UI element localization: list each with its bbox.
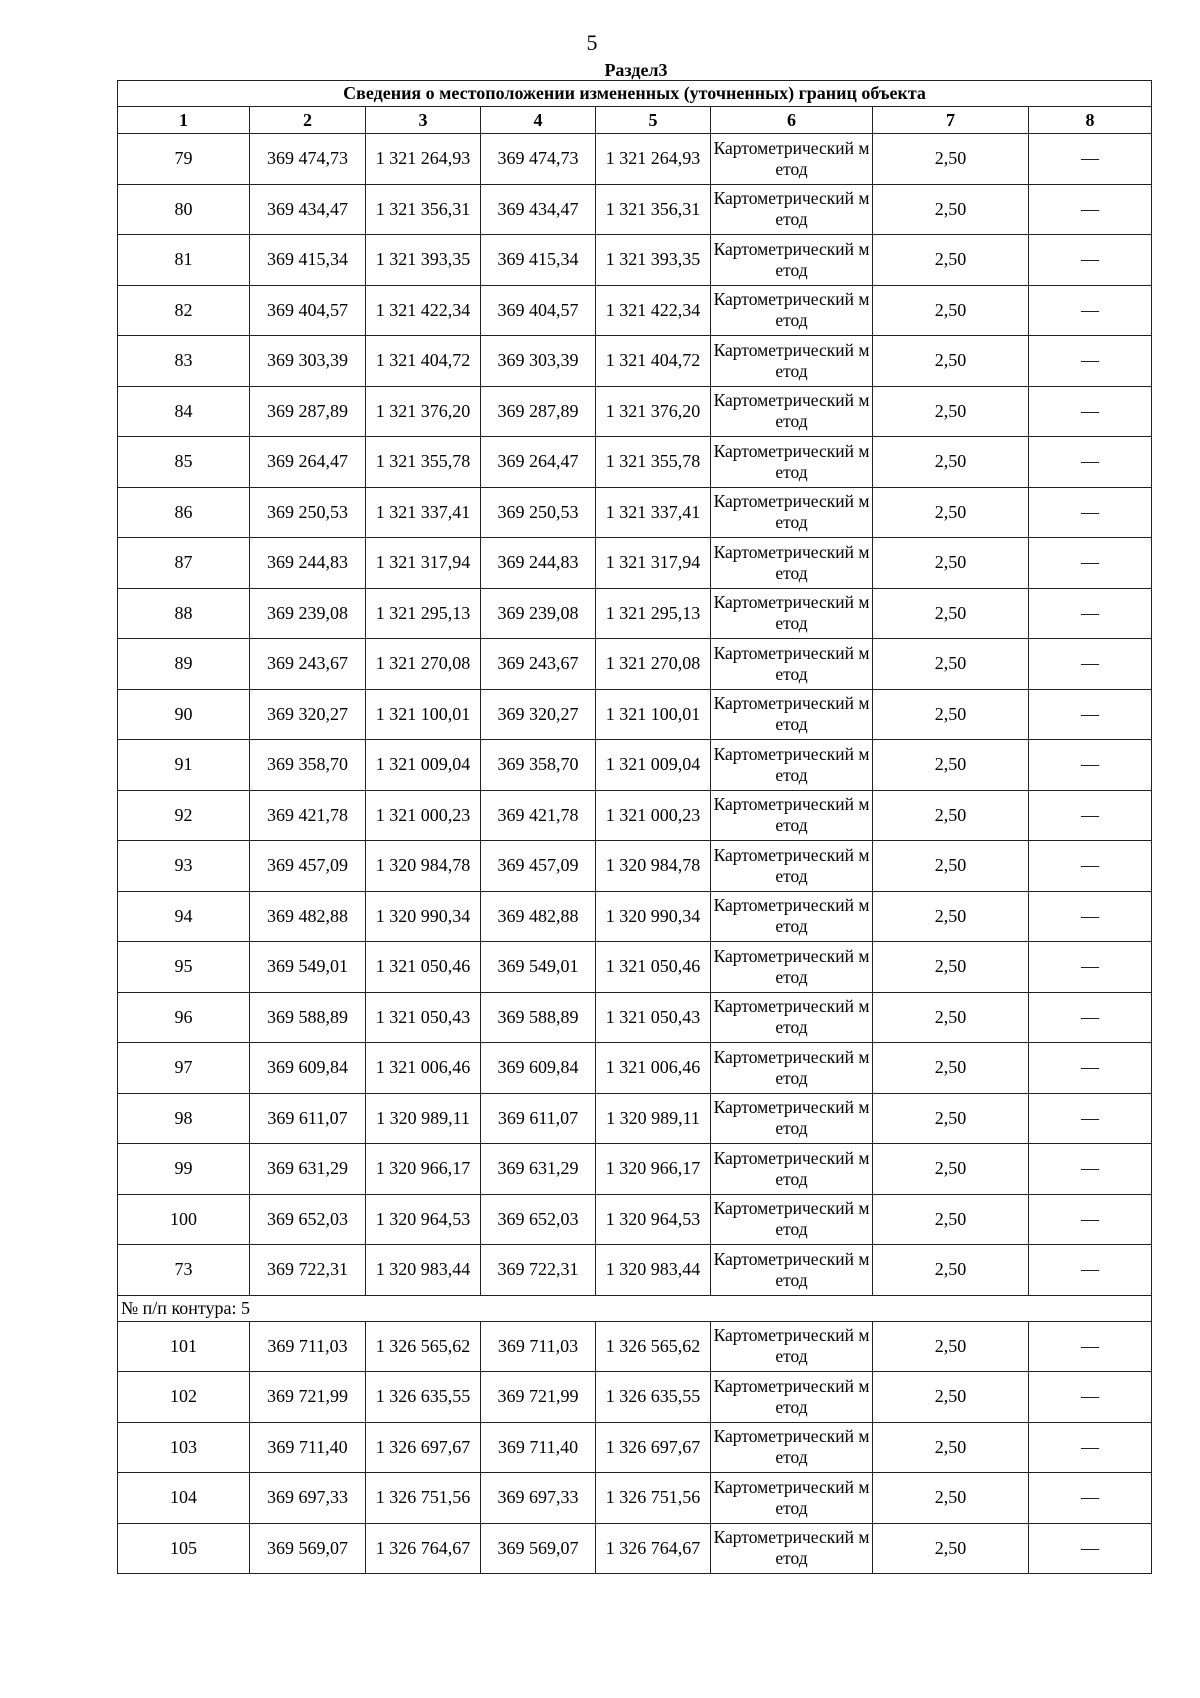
description-cell: — <box>1029 790 1152 841</box>
accuracy-cell: 2,50 <box>873 689 1029 740</box>
method-cell: Картометрический метод <box>711 942 873 993</box>
y-new-cell: 1 326 697,67 <box>596 1422 711 1473</box>
y-old-cell: 1 326 764,67 <box>366 1523 481 1574</box>
method-cell: Картометрический метод <box>711 1321 873 1372</box>
y-new-cell: 1 326 635,55 <box>596 1372 711 1423</box>
x-new-cell: 369 243,67 <box>481 639 596 690</box>
description-cell: — <box>1029 1144 1152 1195</box>
table-caption: Сведения о местоположении измененных (уточненных) границ объекта <box>118 81 1152 107</box>
table-row <box>118 1422 1152 1473</box>
description-cell: — <box>1029 538 1152 589</box>
description-cell: — <box>1029 1093 1152 1144</box>
description-cell: — <box>1029 639 1152 690</box>
accuracy-cell: 2,50 <box>873 1422 1029 1473</box>
y-old-cell: 1 321 337,41 <box>366 487 481 538</box>
x-old-cell: 369 722,31 <box>250 1245 366 1296</box>
x-old-cell: 369 588,89 <box>250 992 366 1043</box>
point-number-cell: 97 <box>118 1043 250 1094</box>
x-old-cell: 369 631,29 <box>250 1144 366 1195</box>
y-old-cell: 1 326 697,67 <box>366 1422 481 1473</box>
method-cell: Картометрический метод <box>711 588 873 639</box>
x-old-cell: 369 421,78 <box>250 790 366 841</box>
description-cell: — <box>1029 1372 1152 1423</box>
y-new-cell: 1 321 393,35 <box>596 235 711 286</box>
x-new-cell: 369 320,27 <box>481 689 596 740</box>
x-new-cell: 369 250,53 <box>481 487 596 538</box>
accuracy-cell: 2,50 <box>873 1043 1029 1094</box>
x-new-cell: 369 404,57 <box>481 285 596 336</box>
y-new-cell: 1 321 006,46 <box>596 1043 711 1094</box>
description-cell: — <box>1029 336 1152 387</box>
x-old-cell: 369 415,34 <box>250 235 366 286</box>
x-old-cell: 369 244,83 <box>250 538 366 589</box>
method-cell: Картометрический метод <box>711 740 873 791</box>
x-old-cell: 369 250,53 <box>250 487 366 538</box>
y-old-cell: 1 321 050,46 <box>366 942 481 993</box>
table-body <box>118 134 1152 1574</box>
accuracy-cell: 2,50 <box>873 134 1029 185</box>
x-new-cell: 369 244,83 <box>481 538 596 589</box>
y-new-cell: 1 321 295,13 <box>596 588 711 639</box>
point-number-cell: 103 <box>118 1422 250 1473</box>
page-number: 5 <box>586 30 598 55</box>
y-new-cell: 1 321 050,43 <box>596 992 711 1043</box>
description-cell: — <box>1029 1473 1152 1524</box>
column-number: 8 <box>1029 107 1152 134</box>
x-new-cell: 369 474,73 <box>481 134 596 185</box>
x-old-cell: 369 482,88 <box>250 891 366 942</box>
accuracy-cell: 2,50 <box>873 437 1029 488</box>
description-cell: — <box>1029 386 1152 437</box>
x-new-cell: 369 721,99 <box>481 1372 596 1423</box>
y-old-cell: 1 321 393,35 <box>366 235 481 286</box>
table-row <box>118 689 1152 740</box>
description-cell: — <box>1029 992 1152 1043</box>
method-cell: Картометрический метод <box>711 386 873 437</box>
x-old-cell: 369 243,67 <box>250 639 366 690</box>
y-old-cell: 1 321 050,43 <box>366 992 481 1043</box>
y-new-cell: 1 321 422,34 <box>596 285 711 336</box>
table-row <box>118 487 1152 538</box>
table-caption-row <box>118 81 1152 107</box>
y-old-cell: 1 326 751,56 <box>366 1473 481 1524</box>
x-old-cell: 369 549,01 <box>250 942 366 993</box>
method-cell: Картометрический метод <box>711 1144 873 1195</box>
accuracy-cell: 2,50 <box>873 639 1029 690</box>
y-old-cell: 1 321 100,01 <box>366 689 481 740</box>
accuracy-cell: 2,50 <box>873 336 1029 387</box>
description-cell: — <box>1029 1422 1152 1473</box>
y-new-cell: 1 321 317,94 <box>596 538 711 589</box>
point-number-cell: 93 <box>118 841 250 892</box>
x-old-cell: 369 697,33 <box>250 1473 366 1524</box>
x-old-cell: 369 320,27 <box>250 689 366 740</box>
column-number: 5 <box>596 107 711 134</box>
column-number-row <box>118 107 1152 134</box>
accuracy-cell: 2,50 <box>873 1372 1029 1423</box>
x-new-cell: 369 588,89 <box>481 992 596 1043</box>
method-cell: Картометрический метод <box>711 639 873 690</box>
point-number-cell: 73 <box>118 1245 250 1296</box>
description-cell: — <box>1029 740 1152 791</box>
y-old-cell: 1 326 635,55 <box>366 1372 481 1423</box>
y-new-cell: 1 320 990,34 <box>596 891 711 942</box>
x-old-cell: 369 611,07 <box>250 1093 366 1144</box>
point-number-cell: 98 <box>118 1093 250 1144</box>
table-row <box>118 386 1152 437</box>
method-cell: Картометрический метод <box>711 992 873 1043</box>
y-new-cell: 1 326 565,62 <box>596 1321 711 1372</box>
x-old-cell: 369 303,39 <box>250 336 366 387</box>
y-new-cell: 1 321 404,72 <box>596 336 711 387</box>
accuracy-cell: 2,50 <box>873 184 1029 235</box>
x-new-cell: 369 569,07 <box>481 1523 596 1574</box>
point-number-cell: 82 <box>118 285 250 336</box>
method-cell: Картометрический метод <box>711 1523 873 1574</box>
table-row <box>118 891 1152 942</box>
y-old-cell: 1 320 984,78 <box>366 841 481 892</box>
y-new-cell: 1 321 337,41 <box>596 487 711 538</box>
y-old-cell: 1 321 009,04 <box>366 740 481 791</box>
x-old-cell: 369 609,84 <box>250 1043 366 1094</box>
method-cell: Картометрический метод <box>711 689 873 740</box>
point-number-cell: 88 <box>118 588 250 639</box>
x-old-cell: 369 358,70 <box>250 740 366 791</box>
point-number-cell: 87 <box>118 538 250 589</box>
point-number-cell: 85 <box>118 437 250 488</box>
table-row <box>118 538 1152 589</box>
table-row <box>118 740 1152 791</box>
contour-label-row <box>118 1295 1152 1321</box>
accuracy-cell: 2,50 <box>873 1194 1029 1245</box>
x-old-cell: 369 404,57 <box>250 285 366 336</box>
accuracy-cell: 2,50 <box>873 1093 1029 1144</box>
table-row <box>118 588 1152 639</box>
x-new-cell: 369 457,09 <box>481 841 596 892</box>
accuracy-cell: 2,50 <box>873 790 1029 841</box>
y-new-cell: 1 320 964,53 <box>596 1194 711 1245</box>
coordinates-table <box>117 80 1152 1574</box>
column-number: 3 <box>366 107 481 134</box>
point-number-cell: 81 <box>118 235 250 286</box>
y-old-cell: 1 320 966,17 <box>366 1144 481 1195</box>
y-new-cell: 1 321 009,04 <box>596 740 711 791</box>
x-new-cell: 369 609,84 <box>481 1043 596 1094</box>
x-new-cell: 369 697,33 <box>481 1473 596 1524</box>
x-new-cell: 369 711,03 <box>481 1321 596 1372</box>
point-number-cell: 89 <box>118 639 250 690</box>
y-old-cell: 1 320 989,11 <box>366 1093 481 1144</box>
x-old-cell: 369 721,99 <box>250 1372 366 1423</box>
table-row <box>118 942 1152 993</box>
x-new-cell: 369 239,08 <box>481 588 596 639</box>
method-cell: Картометрический метод <box>711 1194 873 1245</box>
point-number-cell: 99 <box>118 1144 250 1195</box>
x-old-cell: 369 434,47 <box>250 184 366 235</box>
point-number-cell: 95 <box>118 942 250 993</box>
description-cell: — <box>1029 184 1152 235</box>
x-new-cell: 369 287,89 <box>481 386 596 437</box>
point-number-cell: 84 <box>118 386 250 437</box>
y-new-cell: 1 321 270,08 <box>596 639 711 690</box>
y-new-cell: 1 320 989,11 <box>596 1093 711 1144</box>
accuracy-cell: 2,50 <box>873 1473 1029 1524</box>
column-number: 4 <box>481 107 596 134</box>
x-new-cell: 369 264,47 <box>481 437 596 488</box>
y-new-cell: 1 321 050,46 <box>596 942 711 993</box>
point-number-cell: 83 <box>118 336 250 387</box>
point-number-cell: 94 <box>118 891 250 942</box>
method-cell: Картометрический метод <box>711 1093 873 1144</box>
y-old-cell: 1 321 264,93 <box>366 134 481 185</box>
method-cell: Картометрический метод <box>711 841 873 892</box>
table-row <box>118 992 1152 1043</box>
accuracy-cell: 2,50 <box>873 285 1029 336</box>
x-old-cell: 369 287,89 <box>250 386 366 437</box>
table-row <box>118 1144 1152 1195</box>
y-old-cell: 1 320 964,53 <box>366 1194 481 1245</box>
table-row <box>118 1093 1152 1144</box>
point-number-cell: 86 <box>118 487 250 538</box>
description-cell: — <box>1029 588 1152 639</box>
method-cell: Картометрический метод <box>711 336 873 387</box>
point-number-cell: 91 <box>118 740 250 791</box>
x-old-cell: 369 264,47 <box>250 437 366 488</box>
x-new-cell: 369 711,40 <box>481 1422 596 1473</box>
column-number: 7 <box>873 107 1029 134</box>
method-cell: Картометрический метод <box>711 235 873 286</box>
accuracy-cell: 2,50 <box>873 1144 1029 1195</box>
column-number: 6 <box>711 107 873 134</box>
contour-label: № п/п контура: 5 <box>118 1295 1152 1321</box>
description-cell: — <box>1029 134 1152 185</box>
x-new-cell: 369 415,34 <box>481 235 596 286</box>
y-old-cell: 1 321 270,08 <box>366 639 481 690</box>
table-row <box>118 1321 1152 1372</box>
accuracy-cell: 2,50 <box>873 538 1029 589</box>
y-old-cell: 1 321 404,72 <box>366 336 481 387</box>
method-cell: Картометрический метод <box>711 1473 873 1524</box>
table-row <box>118 1043 1152 1094</box>
method-cell: Картометрический метод <box>711 184 873 235</box>
method-cell: Картометрический метод <box>711 891 873 942</box>
table-row <box>118 285 1152 336</box>
description-cell: — <box>1029 437 1152 488</box>
description-cell: — <box>1029 891 1152 942</box>
x-old-cell: 369 457,09 <box>250 841 366 892</box>
x-new-cell: 369 303,39 <box>481 336 596 387</box>
point-number-cell: 79 <box>118 134 250 185</box>
y-new-cell: 1 321 264,93 <box>596 134 711 185</box>
point-number-cell: 105 <box>118 1523 250 1574</box>
x-new-cell: 369 652,03 <box>481 1194 596 1245</box>
description-cell: — <box>1029 689 1152 740</box>
x-new-cell: 369 549,01 <box>481 942 596 993</box>
table-row <box>118 1473 1152 1524</box>
y-new-cell: 1 320 983,44 <box>596 1245 711 1296</box>
point-number-cell: 100 <box>118 1194 250 1245</box>
description-cell: — <box>1029 487 1152 538</box>
accuracy-cell: 2,50 <box>873 1321 1029 1372</box>
x-old-cell: 369 474,73 <box>250 134 366 185</box>
x-old-cell: 369 711,40 <box>250 1422 366 1473</box>
accuracy-cell: 2,50 <box>873 942 1029 993</box>
method-cell: Картометрический метод <box>711 1245 873 1296</box>
method-cell: Картометрический метод <box>711 487 873 538</box>
y-old-cell: 1 321 356,31 <box>366 184 481 235</box>
y-old-cell: 1 321 295,13 <box>366 588 481 639</box>
y-new-cell: 1 321 100,01 <box>596 689 711 740</box>
x-new-cell: 369 358,70 <box>481 740 596 791</box>
point-number-cell: 90 <box>118 689 250 740</box>
method-cell: Картометрический метод <box>711 1422 873 1473</box>
description-cell: — <box>1029 1523 1152 1574</box>
table-row <box>118 1523 1152 1574</box>
y-old-cell: 1 321 317,94 <box>366 538 481 589</box>
description-cell: — <box>1029 235 1152 286</box>
point-number-cell: 92 <box>118 790 250 841</box>
method-cell: Картометрический метод <box>711 285 873 336</box>
y-old-cell: 1 320 990,34 <box>366 891 481 942</box>
y-new-cell: 1 321 356,31 <box>596 184 711 235</box>
column-number: 2 <box>250 107 366 134</box>
table-row <box>118 639 1152 690</box>
accuracy-cell: 2,50 <box>873 740 1029 791</box>
accuracy-cell: 2,50 <box>873 891 1029 942</box>
method-cell: Картометрический метод <box>711 538 873 589</box>
point-number-cell: 80 <box>118 184 250 235</box>
method-cell: Картометрический метод <box>711 134 873 185</box>
description-cell: — <box>1029 942 1152 993</box>
y-old-cell: 1 320 983,44 <box>366 1245 481 1296</box>
x-old-cell: 369 239,08 <box>250 588 366 639</box>
accuracy-cell: 2,50 <box>873 588 1029 639</box>
accuracy-cell: 2,50 <box>873 487 1029 538</box>
point-number-cell: 96 <box>118 992 250 1043</box>
y-old-cell: 1 321 422,34 <box>366 285 481 336</box>
method-cell: Картометрический метод <box>711 437 873 488</box>
x-old-cell: 369 711,03 <box>250 1321 366 1372</box>
table-row <box>118 1372 1152 1423</box>
table-row <box>118 1194 1152 1245</box>
table-row <box>118 841 1152 892</box>
description-cell: — <box>1029 1245 1152 1296</box>
point-number-cell: 101 <box>118 1321 250 1372</box>
y-new-cell: 1 321 376,20 <box>596 386 711 437</box>
table-row <box>118 790 1152 841</box>
accuracy-cell: 2,50 <box>873 386 1029 437</box>
method-cell: Картометрический метод <box>711 1043 873 1094</box>
description-cell: — <box>1029 1321 1152 1372</box>
section-title: Раздел3 <box>604 60 668 80</box>
y-new-cell: 1 320 984,78 <box>596 841 711 892</box>
description-cell: — <box>1029 285 1152 336</box>
x-new-cell: 369 482,88 <box>481 891 596 942</box>
table-row <box>118 437 1152 488</box>
table-row <box>118 134 1152 185</box>
method-cell: Картометрический метод <box>711 1372 873 1423</box>
accuracy-cell: 2,50 <box>873 1523 1029 1574</box>
y-old-cell: 1 321 355,78 <box>366 437 481 488</box>
accuracy-cell: 2,50 <box>873 1245 1029 1296</box>
accuracy-cell: 2,50 <box>873 235 1029 286</box>
y-new-cell: 1 326 764,67 <box>596 1523 711 1574</box>
y-old-cell: 1 326 565,62 <box>366 1321 481 1372</box>
table-row <box>118 184 1152 235</box>
y-new-cell: 1 320 966,17 <box>596 1144 711 1195</box>
y-old-cell: 1 321 376,20 <box>366 386 481 437</box>
x-new-cell: 369 722,31 <box>481 1245 596 1296</box>
table-row <box>118 1245 1152 1296</box>
point-number-cell: 104 <box>118 1473 250 1524</box>
description-cell: — <box>1029 1043 1152 1094</box>
column-number: 1 <box>118 107 250 134</box>
description-cell: — <box>1029 841 1152 892</box>
x-new-cell: 369 434,47 <box>481 184 596 235</box>
table-row <box>118 235 1152 286</box>
x-old-cell: 369 652,03 <box>250 1194 366 1245</box>
accuracy-cell: 2,50 <box>873 841 1029 892</box>
table-row <box>118 336 1152 387</box>
y-old-cell: 1 321 000,23 <box>366 790 481 841</box>
description-cell: — <box>1029 1194 1152 1245</box>
y-new-cell: 1 321 000,23 <box>596 790 711 841</box>
x-new-cell: 369 421,78 <box>481 790 596 841</box>
accuracy-cell: 2,50 <box>873 992 1029 1043</box>
x-old-cell: 369 569,07 <box>250 1523 366 1574</box>
point-number-cell: 102 <box>118 1372 250 1423</box>
y-old-cell: 1 321 006,46 <box>366 1043 481 1094</box>
x-new-cell: 369 631,29 <box>481 1144 596 1195</box>
x-new-cell: 369 611,07 <box>481 1093 596 1144</box>
method-cell: Картометрический метод <box>711 790 873 841</box>
y-new-cell: 1 326 751,56 <box>596 1473 711 1524</box>
y-new-cell: 1 321 355,78 <box>596 437 711 488</box>
